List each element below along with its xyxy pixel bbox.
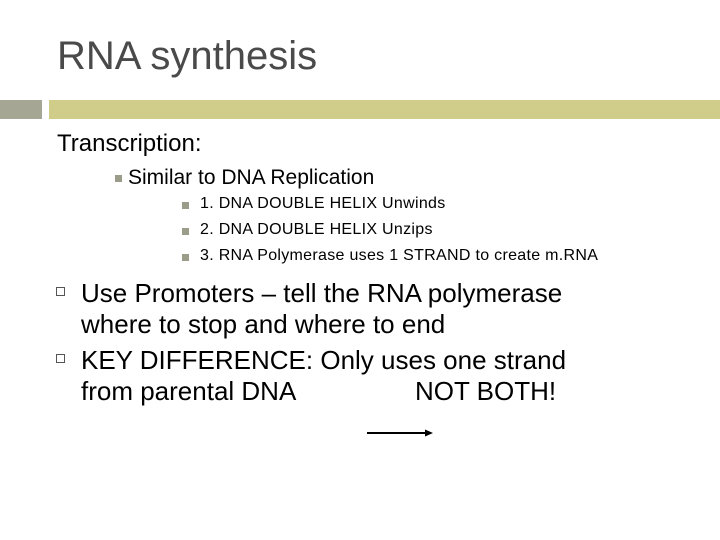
step-item-1: 1. DNA DOUBLE HELIX Unwinds bbox=[200, 195, 446, 212]
arrow-right-icon bbox=[367, 428, 435, 438]
square-bullet-icon bbox=[182, 228, 189, 235]
accent-bar bbox=[49, 100, 720, 119]
point-key-difference-line2b: NOT BOTH! bbox=[415, 376, 557, 406]
section-heading: Transcription: bbox=[57, 130, 202, 157]
step-item-3: 3. RNA Polymerase uses 1 STRAND to create m.RNA bbox=[200, 247, 599, 264]
step-item-2: 2. DNA DOUBLE HELIX Unzips bbox=[200, 221, 433, 238]
hollow-square-bullet-icon bbox=[56, 287, 65, 296]
point-promoters-line2: where to stop and where to end bbox=[81, 309, 446, 339]
square-bullet-icon bbox=[182, 254, 189, 261]
hollow-square-bullet-icon bbox=[56, 354, 65, 363]
point-promoters-line1: Use Promoters – tell the RNA polymerase bbox=[81, 278, 563, 308]
point-key-difference-line2a: from parental DNA bbox=[81, 376, 297, 406]
slide-title: RNA synthesis bbox=[57, 34, 318, 78]
square-bullet-icon bbox=[115, 175, 122, 182]
sub-bullet-text: Similar to DNA Replication bbox=[128, 166, 375, 189]
square-bullet-icon bbox=[182, 202, 189, 209]
accent-bar-left bbox=[0, 100, 42, 119]
point-key-difference-line1: KEY DIFFERENCE: Only uses one strand bbox=[81, 345, 567, 375]
